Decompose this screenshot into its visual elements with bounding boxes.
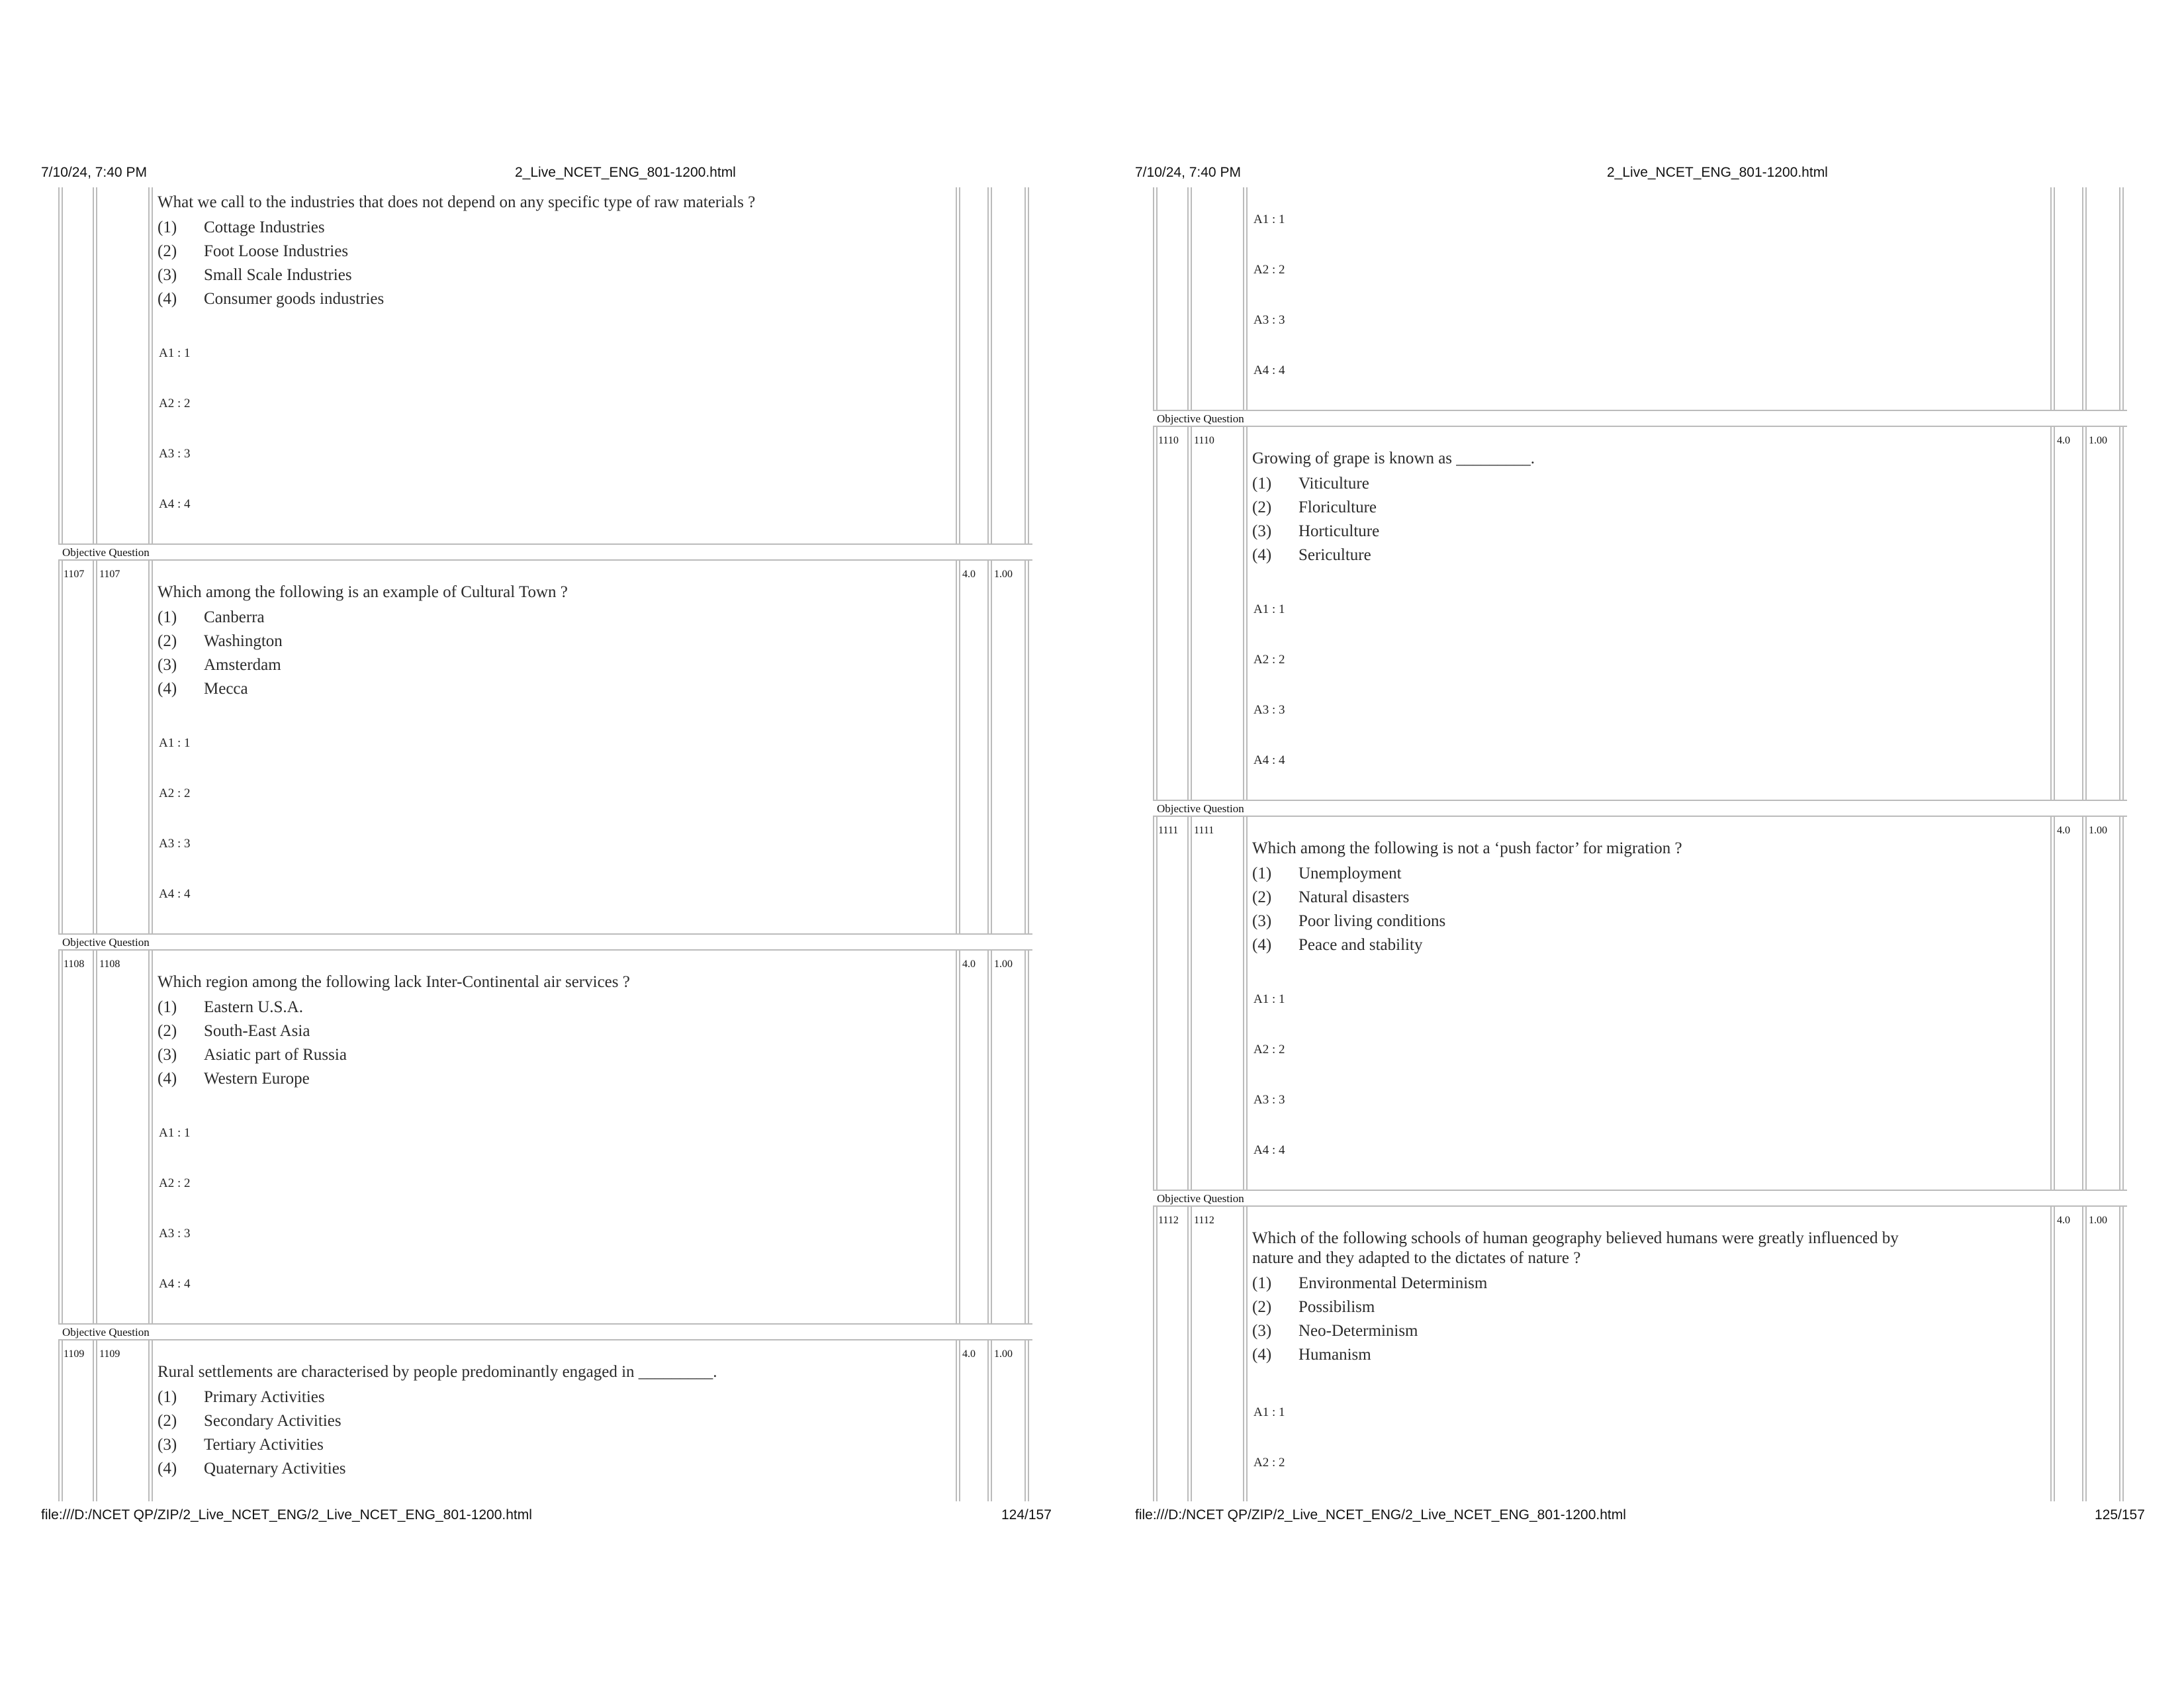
negative-marks: 1.00 xyxy=(994,959,1013,970)
page-125 xyxy=(1092,0,2184,1688)
section-bar xyxy=(1153,410,2127,427)
question-number: 1107 xyxy=(64,569,85,580)
positive-marks: 4.0 xyxy=(962,959,976,970)
section-bar xyxy=(58,1323,1032,1340)
question-text: What we call to the industries that does not depend on any specific type of raw materials ? xyxy=(158,193,756,211)
option-4: (4) Quaternary Activities xyxy=(158,1460,346,1477)
section-bar xyxy=(58,543,1032,561)
option-2: (2) Secondary Activities xyxy=(158,1412,341,1430)
answer-4: A4 : 4 xyxy=(1253,363,1285,377)
question-text: Growing of grape is known as _________. xyxy=(1252,449,1535,467)
negative-marks: 1.00 xyxy=(2089,825,2107,836)
option-3: (3) Amsterdam xyxy=(158,656,281,674)
negative-marks: 1.00 xyxy=(994,1348,1013,1360)
footer-page-number: 125/157 xyxy=(2095,1507,2145,1523)
answer-2: A2 : 2 xyxy=(1253,653,1285,667)
answer-2: A2 : 2 xyxy=(159,786,191,800)
option-3: (3) Tertiary Activities xyxy=(158,1436,324,1454)
option-4: (4) Consumer goods industries xyxy=(158,290,385,308)
option-4: (4) Western Europe xyxy=(158,1070,310,1088)
header-date: 7/10/24, 7:40 PM xyxy=(41,165,147,180)
answer-3: A3 : 3 xyxy=(159,1227,191,1241)
section-bar xyxy=(1153,1190,2127,1207)
answer-3: A3 : 3 xyxy=(1253,703,1285,717)
header-title: 2_Live_NCET_ENG_801-1200.html xyxy=(1607,165,1828,180)
option-1: (1) Viticulture xyxy=(1252,475,1369,492)
option-2: (2) Possibilism xyxy=(1252,1298,1375,1316)
question-number: 1108 xyxy=(64,959,85,970)
question-text: Rural settlements are characterised by people predominantly engaged in _________. xyxy=(158,1363,717,1381)
answer-4: A4 : 4 xyxy=(159,887,191,901)
answer-1: A1 : 1 xyxy=(1253,1405,1285,1419)
question-text: Which among the following is an example of Cultural Town ? xyxy=(158,583,568,601)
option-4: (4) Mecca xyxy=(158,680,248,698)
question-text: Which region among the following lack Inter-Continental air services ? xyxy=(158,973,630,991)
answer-4: A4 : 4 xyxy=(1253,753,1285,767)
answer-3: A3 : 3 xyxy=(159,447,191,461)
positive-marks: 4.0 xyxy=(2057,1215,2070,1226)
positive-marks: 4.0 xyxy=(2057,435,2070,446)
footer-page-number: 124/157 xyxy=(1001,1507,1052,1523)
question-id: 1108 xyxy=(99,959,120,970)
option-2: (2) Washington xyxy=(158,632,283,650)
question-table xyxy=(58,187,1032,1501)
question-id: 1107 xyxy=(99,569,120,580)
answer-1: A1 : 1 xyxy=(1253,992,1285,1006)
option-4: (4) Sericulture xyxy=(1252,546,1371,564)
question-table xyxy=(1153,187,2127,1501)
option-3: (3) Small Scale Industries xyxy=(158,266,352,284)
question-number: 1109 xyxy=(64,1348,85,1360)
negative-marks: 1.00 xyxy=(2089,435,2107,446)
option-2: (2) Natural disasters xyxy=(1252,888,1410,906)
section-label: Objective Question xyxy=(62,546,150,559)
question-id: 1110 xyxy=(1194,435,1214,446)
answer-4: A4 : 4 xyxy=(1253,1143,1285,1157)
header-date: 7/10/24, 7:40 PM xyxy=(1135,165,1241,180)
section-bar xyxy=(58,933,1032,951)
negative-marks: 1.00 xyxy=(994,569,1013,580)
question-id: 1111 xyxy=(1194,825,1214,836)
option-1: (1) Environmental Determinism xyxy=(1252,1274,1488,1292)
answer-2: A2 : 2 xyxy=(1253,263,1285,277)
question-number: 1112 xyxy=(1158,1215,1179,1226)
section-label: Objective Question xyxy=(1157,802,1244,815)
answer-2: A2 : 2 xyxy=(1253,1043,1285,1056)
question-id: 1109 xyxy=(99,1348,120,1360)
question-number: 1111 xyxy=(1158,825,1179,836)
positive-marks: 4.0 xyxy=(962,1348,976,1360)
answer-2: A2 : 2 xyxy=(159,1176,191,1190)
section-label: Objective Question xyxy=(62,1326,150,1338)
answer-3: A3 : 3 xyxy=(159,837,191,851)
option-1: (1) Eastern U.S.A. xyxy=(158,998,303,1016)
answer-1: A1 : 1 xyxy=(159,1126,191,1140)
question-id: 1112 xyxy=(1194,1215,1214,1226)
option-4: (4) Humanism xyxy=(1252,1346,1371,1364)
option-3: (3) Asiatic part of Russia xyxy=(158,1046,347,1064)
option-1: (1) Unemployment xyxy=(1252,865,1402,882)
footer-path: file:///D:/NCET QP/ZIP/2_Live_NCET_ENG/2_Live_NCET_ENG_801-1200.html xyxy=(1135,1507,1626,1523)
header-title: 2_Live_NCET_ENG_801-1200.html xyxy=(515,165,736,180)
answer-4: A4 : 4 xyxy=(159,497,191,511)
answer-1: A1 : 1 xyxy=(159,346,191,360)
positive-marks: 4.0 xyxy=(962,569,976,580)
negative-marks: 1.00 xyxy=(2089,1215,2107,1226)
question-text: Which among the following is not a ‘push factor’ for migration ? xyxy=(1252,839,1682,857)
answer-1: A1 : 1 xyxy=(159,736,191,750)
section-label: Objective Question xyxy=(1157,1192,1244,1205)
footer-path: file:///D:/NCET QP/ZIP/2_Live_NCET_ENG/2_Live_NCET_ENG_801-1200.html xyxy=(41,1507,532,1523)
section-bar xyxy=(1153,800,2127,817)
option-1: (1) Cottage Industries xyxy=(158,218,325,236)
question-text-line-1: Which of the following schools of human geography believed humans were greatly influenced by xyxy=(1252,1229,1899,1247)
option-3: (3) Horticulture xyxy=(1252,522,1380,540)
question-number: 1110 xyxy=(1158,435,1179,446)
option-2: (2) Floriculture xyxy=(1252,498,1377,516)
option-4: (4) Peace and stability xyxy=(1252,936,1423,954)
answer-4: A4 : 4 xyxy=(159,1277,191,1291)
option-3: (3) Neo-Determinism xyxy=(1252,1322,1418,1340)
answer-2: A2 : 2 xyxy=(1253,1456,1285,1470)
answer-2: A2 : 2 xyxy=(159,397,191,410)
answer-3: A3 : 3 xyxy=(1253,1093,1285,1107)
section-label: Objective Question xyxy=(1157,412,1244,425)
option-2: (2) Foot Loose Industries xyxy=(158,242,349,260)
option-1: (1) Primary Activities xyxy=(158,1388,325,1406)
option-1: (1) Canberra xyxy=(158,608,265,626)
positive-marks: 4.0 xyxy=(2057,825,2070,836)
option-2: (2) South-East Asia xyxy=(158,1022,310,1040)
answer-1: A1 : 1 xyxy=(1253,212,1285,226)
section-label: Objective Question xyxy=(62,936,150,949)
answer-1: A1 : 1 xyxy=(1253,602,1285,616)
option-3: (3) Poor living conditions xyxy=(1252,912,1446,930)
question-text-line-2: nature and they adapted to the dictates of nature ? xyxy=(1252,1249,1581,1267)
answer-3: A3 : 3 xyxy=(1253,313,1285,327)
